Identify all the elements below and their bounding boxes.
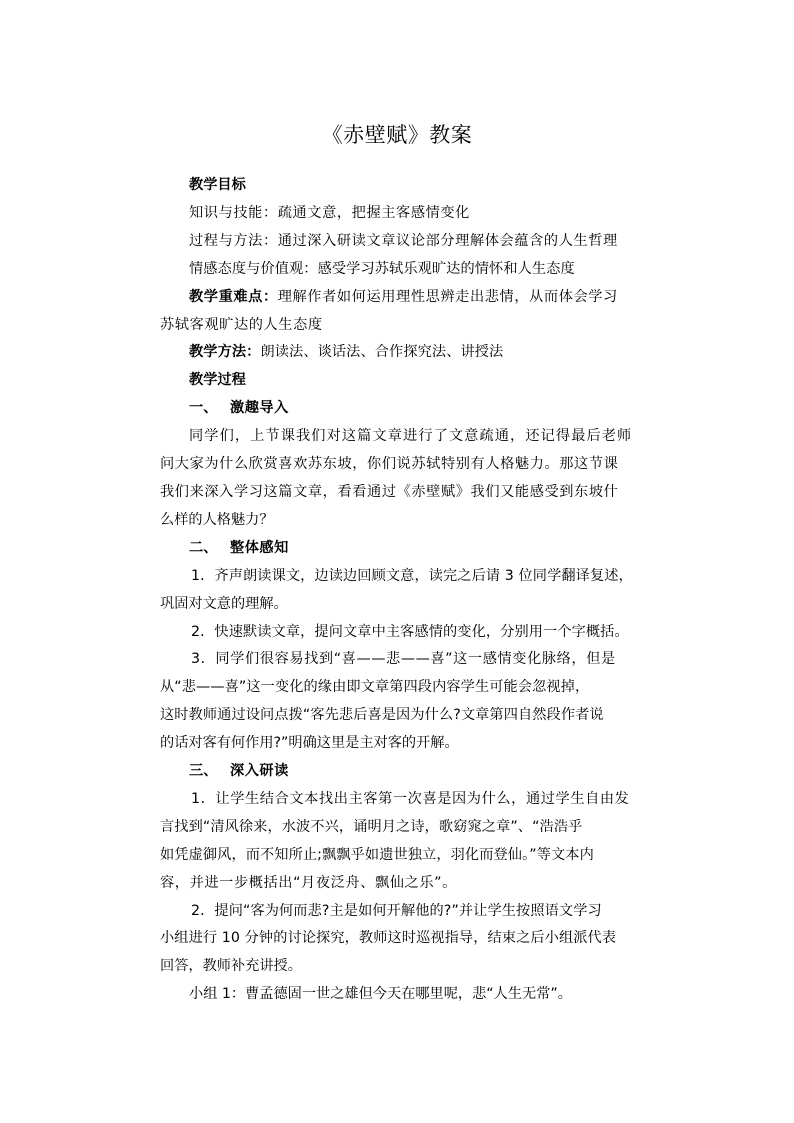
key-points-text: 理解作者如何运用理性思辨走出悲情，从而体会学习 [277,288,618,305]
paragraph-line: 问大家为什么欣赏喜欢苏东坡，你们说苏轼特别有人格魅力。那这节课 [160,456,619,473]
section-title: 激趣导入 [230,400,289,417]
methods-text: 朗读法、谈话法、合作探究法、讲授法 [260,344,504,361]
paragraph-line: 巩固对文意的理解。 [160,595,288,612]
section-heading [160,535,640,563]
objective-knowledge: 知识与技能：疏通文意，把握主客感情变化 [189,204,470,221]
paragraph-line: 2．提问“客为何而悲?主是如何开解他的?”并让学生按照语文学习 [191,902,602,919]
paragraph-line: 的话对客有何作用?”明确这里是主对客的开解。 [160,735,459,752]
section-title: 深入研读 [230,763,289,780]
section-heading [160,395,640,423]
objectives-heading: 教学目标 [189,177,246,193]
paragraph-line: 么样的人格魅力？ [160,511,274,528]
objective-emotion: 情感态度与价值观：感受学习苏轼乐观旷达的情怀和人生态度 [189,260,575,277]
section-number: 二、 [189,539,218,556]
document-body [160,172,640,1009]
paragraph-line: 回答，教师补充讲授。 [160,958,302,975]
paragraph-line: 这时教师通过设问点拨“客先悲后喜是因为什么?文章第四自然段作者说 [160,707,604,724]
process-heading: 教学过程 [189,372,246,389]
paragraph-line: 容，并进一步概括出“月夜泛舟、飘仙之乐”。 [160,874,457,891]
key-points-continuation: 苏轼客观旷达的人生态度 [160,316,323,333]
paragraph-line: 小组进行 10 分钟的讨论探究，教师这时巡视指导，结束之后小组派代表 [160,930,617,947]
key-points-paragraph [160,284,640,312]
paragraph-line: 2．快速默读文章，提问文章中主客感情的变化，分别用一个字概括。 [191,623,629,640]
paragraph-line: 同学们，上节课我们对这篇文章进行了文意疏通，还记得最后老师 [189,428,633,445]
objective-process: 过程与方法：通过深入研读文章议论部分理解体会蕴含的人生哲理 [189,232,618,249]
paragraph-line: 1．齐声朗读课文，边读边回顾文意，读完之后请 3 位同学翻译复述， [191,567,633,584]
section-number: 三、 [189,763,218,780]
methods-label: 教学方法： [189,344,261,361]
paragraph-line: 小组 1：曹孟德固一世之雄但今天在哪里呢，悲“人生无常”。 [189,986,572,1003]
section-number: 一、 [189,400,218,417]
paragraph-line: 从“悲——喜”这一变化的缘由即文章第四段内容学生可能会忽视掉， [160,679,590,696]
section-heading [160,758,640,786]
paragraph-line: 3．同学们很容易找到“喜——悲——喜”这一感情变化脉络，但是 [191,651,616,668]
paragraph-line: 1．让学生结合文本找出主客第一次喜是因为什么，通过学生自由发 [191,790,630,807]
paragraph-line: 言找到“清风徐来，水波不兴，诵明月之诗，歌窈窕之章”、“浩浩乎 [160,818,583,835]
methods-paragraph [160,339,640,367]
key-points-label: 教学重难点： [189,288,278,305]
paragraph-line: 如凭虚御风，而不知所止;飘飘乎如遗世独立，羽化而登仙。”等文本内 [160,846,594,863]
page-title: 《赤壁赋》教案 [321,123,473,147]
section-title: 整体感知 [230,539,289,556]
paragraph-line: 我们来深入学习这篇文章，看看通过《赤壁赋》我们又能感受到东坡什 [160,483,619,500]
